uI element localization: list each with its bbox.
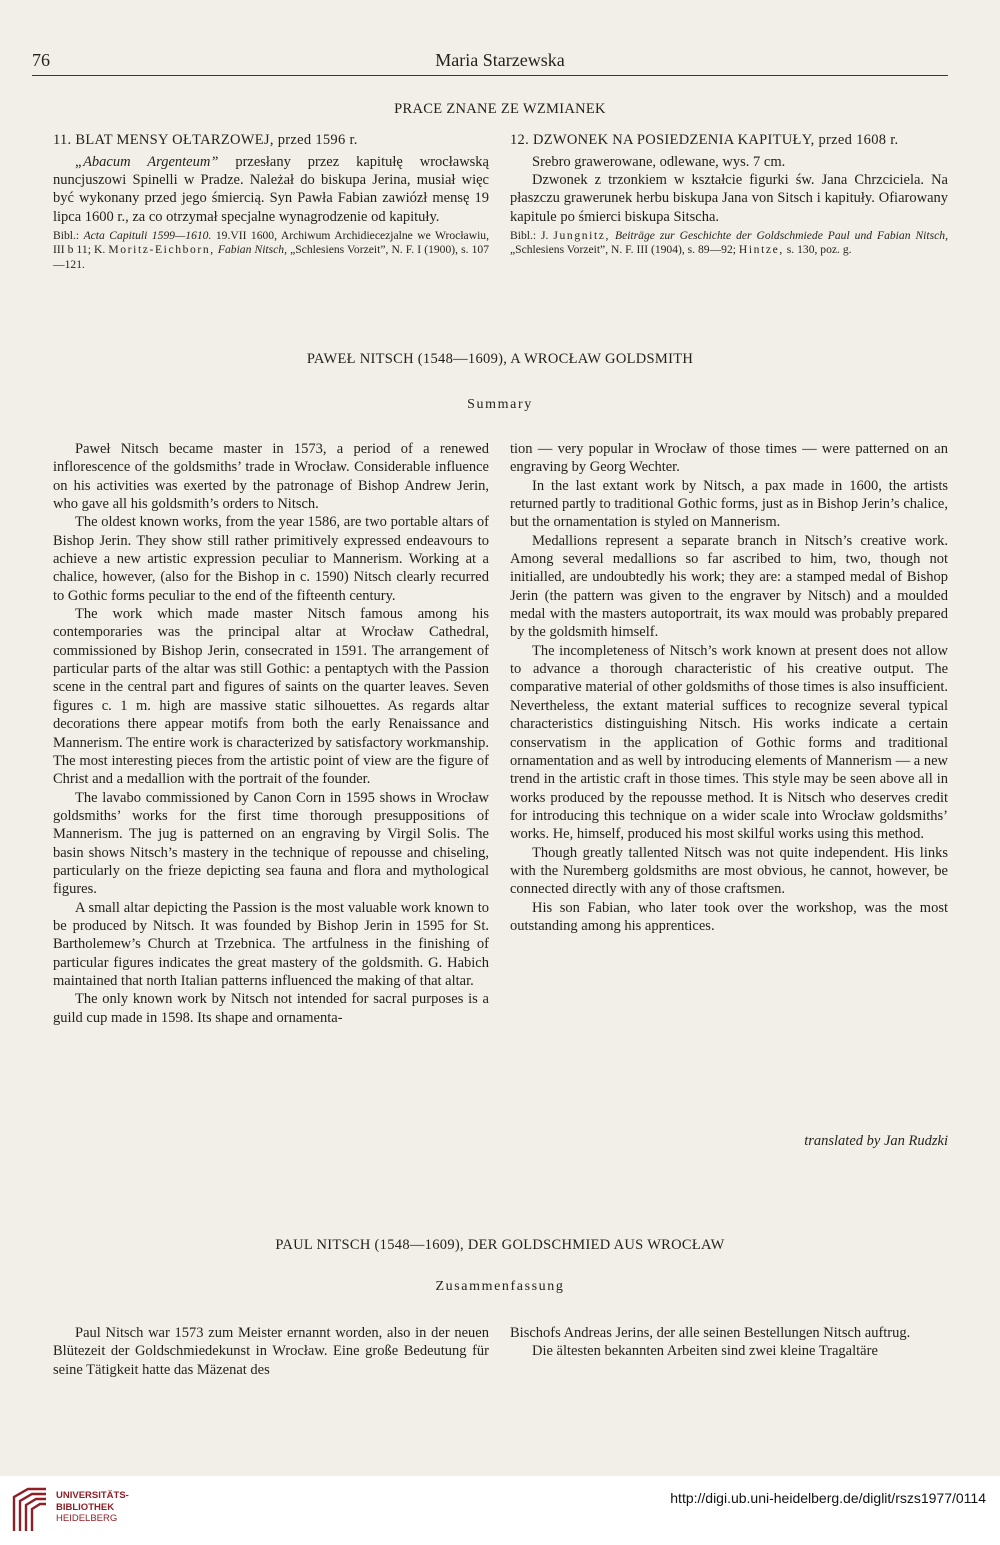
entry-11-lead: „Abacum Argenteum” [75, 153, 219, 170]
translator-credit: translated by Jan Rudzki [804, 1133, 948, 1149]
catalog-entry-12 [510, 131, 948, 258]
running-title: Maria Starzewska [435, 50, 565, 70]
library-logo-icon [8, 1485, 52, 1535]
summary-paragraph: In the last extant work by Nitsch, a pax made in 1600, the artists returned partly to traditional Gothic forms, just as in Bishop Jerin’s chalice, but the ornamentation is styled on Mannerism. [510, 477, 948, 531]
catalog-entry-11 [53, 131, 489, 273]
summary-paragraph: Though greatly tallented Nitsch was not quite independent. His links with the Nuremberg goldsmiths are most obvious, he cannot, however, be connected directly with any of those craftsmen. [510, 844, 948, 898]
summary-continuation: Bischofs Andreas Jerins, der alle seinen Bestellungen Nitsch auftrug. [510, 1325, 911, 1341]
entry-12-title: 12. DZWONEK NA POSIEDZENIA KAPITUŁY, przed 1608 r. [510, 132, 899, 148]
english-summary-left-column [53, 440, 489, 1027]
german-summary-title: PAUL NITSCH (1548—1609), DER GOLDSCHMIED AUS WROCŁAW [275, 1237, 725, 1253]
summary-continuation: tion — very popular in Wrocław of those times — were patterned on an engraving by Georg Wechter. [510, 441, 948, 476]
summary-paragraph: Die ältesten bekannten Arbeiten sind zwei kleine Tragaltäre [532, 1343, 878, 1360]
summary-paragraph: Paweł Nitsch became master in 1573, a period of a renewed inflorescence of the goldsmiths’ trade in Wrocław. Considerable influence on his activities was exerted by the patronage of Bishop Andrew Jerin, who gave all his goldsmith’s orders to Nitsch. [53, 441, 489, 513]
page-number: 76 [32, 50, 50, 70]
entry-11-title: 11. BLAT MENSY OŁTARZOWEJ, przed 1596 r. [53, 132, 358, 148]
entry-11-body: przesłany przez kapitułę wrocławską nuncjuszowi Spinelli w Pradze. Należał do biskupa Jerina, musiał więc być wykonany przed jego śmiercią. Syn Pawła Fabian zawiózł mensę 19 lipca 1600 r., za co otrzymał specjalne wynagrodzenie od kapituły. [53, 153, 489, 225]
english-summary-title: PAWEŁ NITSCH (1548—1609), A WROCŁAW GOLDSMITH [306, 351, 694, 367]
entry-11-bibliography: Bibl.: Acta Capituli 1599—1610. 19.VII 1600, Archiwum Archidiecezjalne we Wrocławiu, III b 11; K. Moritz-Eichborn, Fabian Nitsch, „Schlesiens Vorzeit”, N. F. I (1900), s. 107—121. [53, 228, 490, 272]
source-url-link[interactable]: http://digi.ub.uni-heidelberg.de/diglit/rszs1977/0114 [670, 1490, 986, 1506]
summary-paragraph: Paul Nitsch war 1573 zum Meister ernannt worden, also in der neuen Blütezeit der Goldschmiedekunst in Wrocław. Eine große Bedeutung für seine Tätigkeit hatte das Mäzenat des [53, 1325, 489, 1378]
summary-paragraph: The oldest known works, from the year 1586, are two portable altars of Bishop Jerin. They show still rather primitively expressed endeavours to achieve a new artistic expression peculiar to Mannerism. Working at a chalice, however, (also for the Bishop in c. 1590) Nitsch clearly recurred to Gothic forms peculiar to the end of the fifteenth century. [53, 514, 489, 604]
summary-paragraph: The work which made master Nitsch famous among his contemporaries was the principal altar at Wrocław Cathedral, commissioned by Bishop Jerin, consecrated in 1591. The arrangement of particular parts of the altar was still Gothic: a pentaptych with the Passion scene in the central part and figures of saints on the quarter leaves. Seven figures c. 1 m. high are massive static silhouettes. As regards altar decorations there appear motifs from both the early Renaissance and Mannerism. The entire work is characterized by satisfactory workmanship. The most interesting pieces from the artistic point of view are the figure of Christ and a medallion with the portrait of the founder. [53, 606, 489, 788]
entry-12-description: Dzwonek z trzonkiem w kształcie figurki św. Jana Chrzciciela. Na płaszczu grawerunek herbu biskupa Jana von Sitsch i kapituły. Ofiarowany kapitule po śmierci biskupa Sitscha. [510, 171, 948, 225]
summary-paragraph: A small altar depicting the Passion is the most valuable work known to be produced by Nitsch. It was founded by Bishop Jerin in 1595 for St. Bartholemew’s Church at Trzebnica. The artfulness in the finishing of particular figures indicates the great mastery of the goldsmith. G. Habich maintained that north Italian patterns influenced the making of that altar. [53, 899, 489, 989]
summary-paragraph: The incompleteness of Nitsch’s work known at present does not allow to advance a thorough characteristic of his creative output. The comparative material of other goldsmiths of those times is also insufficient. Nevertheless, the extant material suffices to recognize several typical characteristics distinguishing Nitsch. His works indicate a certain conservatism in the application of Gothic forms and traditional ornamentation and as well by introducing elements of Mannerism — a new trend in the artistic craft in those times. This style may be seen above all in works produced by the repousse method. It is Nitsch who deserves credit for introducing this technique on a wider scale into Wrocław goldsmiths’ works. He, himself, produced his most skilful works using this method. [510, 642, 948, 843]
entry-11-description [53, 153, 489, 226]
summary-paragraph: His son Fabian, who later took over the workshop, was the most outstanding among his apprentices. [510, 899, 948, 934]
digitization-footer [0, 1476, 1000, 1545]
german-summary-left-column [53, 1324, 489, 1379]
summary-paragraph: The only known work by Nitsch not intended for sacral purposes is a guild cup made in 1598. Its shape and ornamenta- [53, 991, 489, 1026]
german-summary-right-column [510, 1324, 948, 1361]
english-summary-right-column [510, 440, 948, 935]
entry-12-bibliography: Bibl.: J. Jungnitz, Beiträge zur Geschichte der Goldschmiede Paul und Fabian Nitsch, „Schlesiens Vorzeit”, N. F. III (1904), s. 89—92; Hintze, s. 130, poz. g. [510, 228, 948, 257]
library-name: UNIVERSITÄTS- BIBLIOTHEK HEIDELBERG [56, 1490, 129, 1524]
summary-paragraph: The lavabo commissioned by Canon Corn in 1595 shows in Wrocław goldsmiths’ works for the first time thorough presuppositions of Mannerism. The jug is patterned on an engraving by Virgil Solis. The basin shows Nitsch’s mastery in the technique of repousse and chiseling, particularly on the frieze depicting sea fauna and flora and mythological figures. [53, 789, 489, 898]
english-summary-subtitle: Summary [467, 397, 533, 412]
entry-12-material: Srebro grawerowane, odlewane, wys. 7 cm. [532, 153, 786, 170]
known-works-heading: PRACE ZNANE ZE WZMIANEK [394, 101, 606, 117]
summary-paragraph: Medallions represent a separate branch in Nitsch’s creative work. Among several medallions so far ascribed to him, two, though not initialled, are undoubtedly his work; they are: a stamped medal of Bishop Jerin (the pattern was given to the engraver by Nitsch) and a moulded medal with the masters autoportrait, its wax mould was probably prepared by the goldsmith himself. [510, 532, 948, 641]
german-summary-subtitle: Zusammenfassung [435, 1279, 565, 1294]
header-rule [32, 75, 948, 76]
